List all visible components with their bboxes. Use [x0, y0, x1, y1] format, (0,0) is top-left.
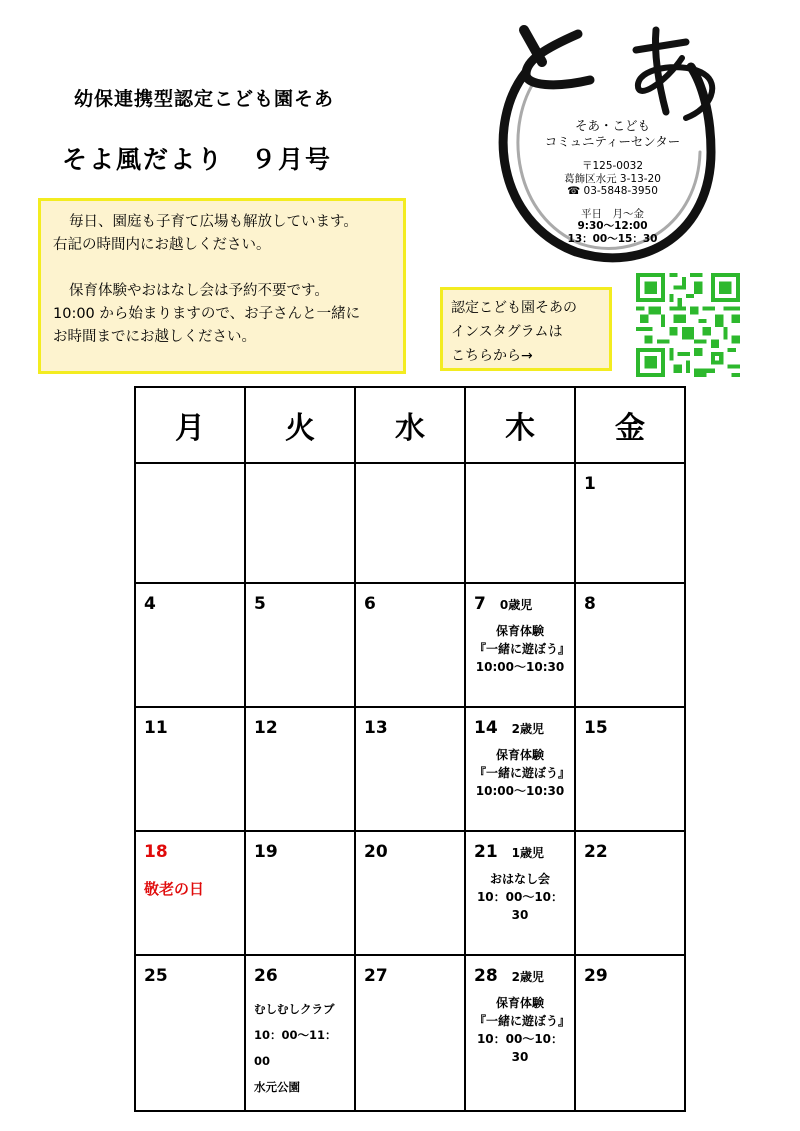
calendar-cell	[135, 955, 245, 1111]
weekday-header-thu: 木	[465, 387, 575, 463]
event-subtitle: 『一緒に遊ぼう』	[474, 766, 571, 780]
instagram-note	[440, 287, 612, 371]
event-time: 10：00～10：30	[476, 1032, 564, 1064]
qr-code[interactable]	[636, 273, 740, 377]
day-number: 6	[364, 594, 376, 614]
day-number: 20	[364, 842, 388, 862]
calendar-cell	[575, 463, 685, 583]
day-number: 12	[254, 718, 278, 738]
day-number: 28	[474, 966, 498, 986]
holiday-label: 敬老の日	[144, 880, 205, 898]
calendar-cell	[575, 831, 685, 955]
day-number: 13	[364, 718, 388, 738]
calendar-cell	[245, 955, 355, 1111]
event-name: 保育体験	[495, 624, 544, 638]
notice-line: 保育体験やおはなし会は予約不要です。	[69, 283, 329, 299]
event-name: むしむしクラブ	[254, 1002, 335, 1016]
day-number: 19	[254, 842, 278, 862]
weekday-header-fri: 金	[575, 387, 685, 463]
open-hours: 9:30～12:00	[577, 220, 648, 232]
postal-code: 〒125-0032	[581, 160, 644, 172]
day-number: 18	[144, 842, 168, 862]
calendar-cell	[355, 831, 465, 955]
calendar-cell	[245, 583, 355, 707]
day-number: 8	[584, 594, 596, 614]
calendar-cell	[355, 583, 465, 707]
event-place: 水元公園	[254, 1080, 300, 1094]
calendar-cell	[575, 583, 685, 707]
calendar-table	[134, 386, 686, 1112]
event-time: 10：00～10：30	[476, 890, 564, 922]
day-number: 25	[144, 966, 168, 986]
weekday-header-mon: 月	[135, 387, 245, 463]
age-tag: 2歳児	[511, 722, 545, 736]
day-number: 5	[254, 594, 266, 614]
day-number: 4	[144, 594, 156, 614]
event	[474, 746, 571, 800]
address: 葛飾区水元 3-13-20	[564, 172, 661, 185]
notice-line: 毎日、園庭も子育て広場も解放しています。	[69, 214, 358, 230]
event-name: 保育体験	[495, 996, 544, 1010]
day-number: 15	[584, 718, 608, 738]
age-tag: 0歳児	[499, 598, 533, 612]
calendar-cell	[135, 583, 245, 707]
event-time: 10：00～11：00	[254, 1028, 337, 1068]
org-name: 幼保連携型認定こども園そあ	[74, 88, 335, 110]
calendar-cell-empty	[355, 463, 465, 583]
calendar-cell-empty	[245, 463, 355, 583]
brush-a-stroke	[636, 42, 686, 50]
event-time: 10:00～10:30	[475, 660, 565, 674]
calendar-cell	[575, 955, 685, 1111]
center-info	[540, 118, 685, 245]
weekday-header-tue: 火	[245, 387, 355, 463]
calendar-cell	[465, 707, 575, 831]
notice-box	[38, 198, 406, 374]
event	[474, 994, 571, 1066]
day-number: 11	[144, 718, 168, 738]
notice-line: 右記の時間内にお越しください。	[53, 237, 271, 253]
open-hours: 13：00～15：30	[567, 232, 658, 245]
day-number: 21	[474, 842, 498, 862]
center-name: コミュニティーセンター	[544, 134, 681, 149]
calendar-cell	[465, 955, 575, 1111]
calendar-cell	[135, 707, 245, 831]
calendar-cell	[465, 831, 575, 955]
instagram-line: こちらから→	[451, 348, 533, 364]
calendar-cell	[465, 583, 575, 707]
calendar-cell	[575, 707, 685, 831]
calendar-cell-empty	[465, 463, 575, 583]
event	[474, 622, 571, 676]
day-number: 27	[364, 966, 388, 986]
calendar-cell-empty	[135, 463, 245, 583]
notice-line: お時間までにお越しください。	[53, 329, 256, 345]
instagram-line: インスタグラムは	[451, 324, 563, 340]
center-name: そあ・こども	[574, 118, 650, 133]
event-subtitle: 『一緒に遊ぼう』	[474, 642, 571, 656]
newsletter-title: そよ風だより ９月号	[62, 145, 333, 174]
day-number: 14	[474, 718, 498, 738]
open-days: 平日 月～金	[581, 207, 644, 220]
calendar-cell	[135, 831, 245, 955]
event-time: 10:00～10:30	[475, 784, 565, 798]
calendar-cell	[245, 707, 355, 831]
calendar-cell	[355, 707, 465, 831]
day-number: 1	[584, 474, 596, 494]
event-name: 保育体験	[495, 748, 544, 762]
event	[474, 870, 566, 924]
day-number: 29	[584, 966, 608, 986]
day-number: 7	[474, 594, 486, 614]
weekday-header-wed: 水	[355, 387, 465, 463]
age-tag: 2歳児	[511, 970, 545, 984]
event-name: おはなし会	[489, 872, 550, 886]
day-number: 22	[584, 842, 608, 862]
day-number: 26	[254, 966, 278, 986]
notice-line: 10:00 から始まりますので、お子さんと一緒に	[53, 306, 361, 322]
instagram-line: 認定こども園そあの	[451, 300, 577, 316]
calendar-cell	[245, 831, 355, 955]
phone-number: ☎ 03-5848-3950	[567, 185, 658, 197]
event	[254, 996, 346, 1100]
age-tag: 1歳児	[511, 846, 545, 860]
calendar-cell	[355, 955, 465, 1111]
event-subtitle: 『一緒に遊ぼう』	[474, 1014, 571, 1028]
